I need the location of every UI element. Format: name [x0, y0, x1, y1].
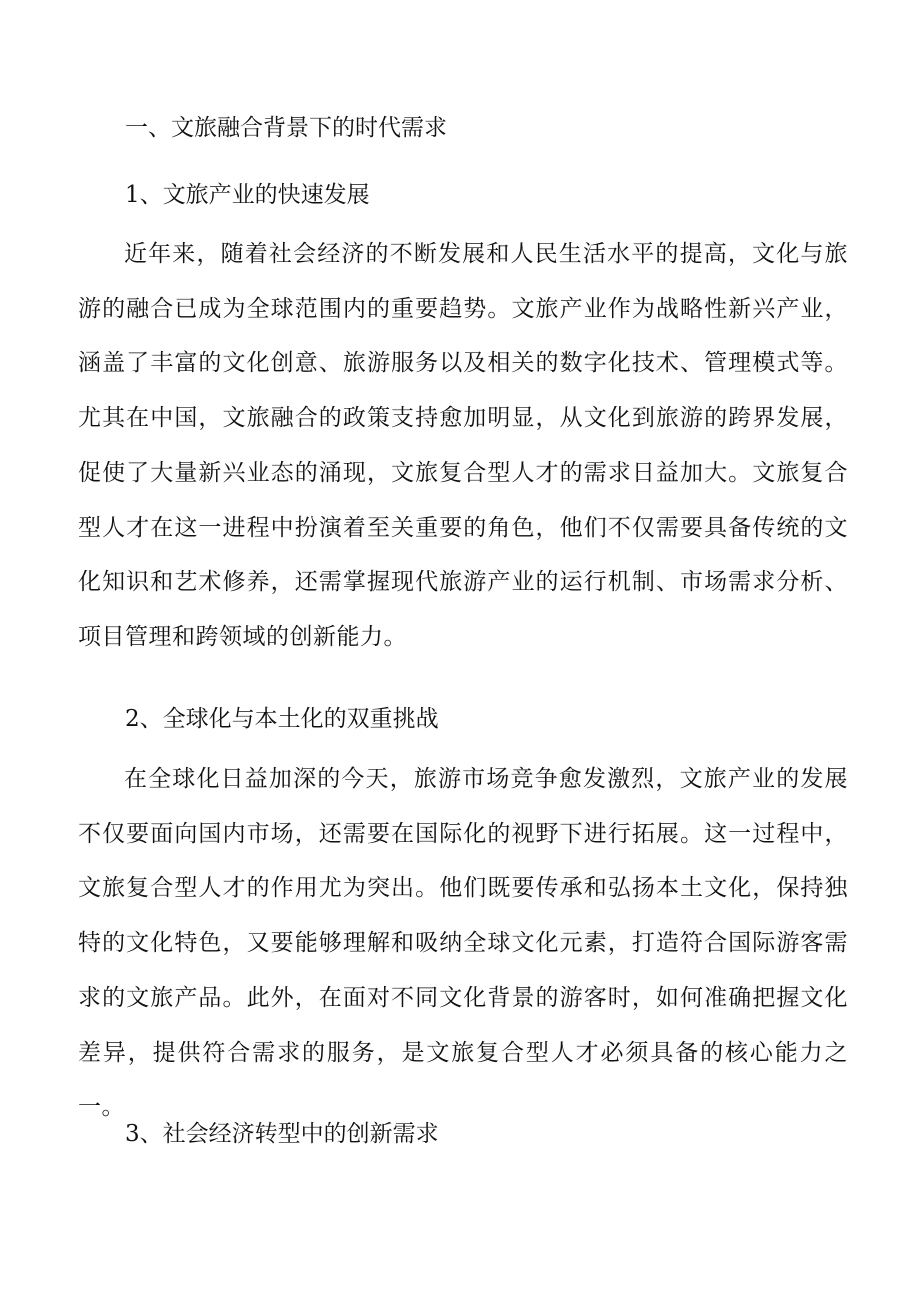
section-heading: 一、文旅融合背景下的时代需求	[125, 115, 447, 141]
subsection-heading-3: 3、社会经济转型中的创新需求	[125, 1121, 439, 1147]
subsection-heading-2: 2、全球化与本土化的双重挑战	[125, 706, 439, 732]
paragraph-1: 近年来，随着社会经济的不断发展和人民生活水平的提高，文化与旅游的融合已成为全球范围内的重要趋势。文旅产业作为战略性新兴产业，涵盖了丰富的文化创意、旅游服务以及相关的数字化技术、管理模式等。尤其在中国，文旅融合的政策支持愈加明显，从文化到旅游的跨界发展，促使了大量新兴业态的涌现，文旅复合型人才的需求日益加大。文旅复合型人才在这一进程中扮演着至关重要的角色，他们不仅需要具备传统的文化知识和艺术修养，还需掌握现代旅游产业的运行机制、市场需求分析、项目管理和跨领域的创新能力。	[78, 241, 848, 650]
paragraph-2: 在全球化日益加深的今天，旅游市场竞争愈发激烈，文旅产业的发展不仅要面向国内市场，还需要在国际化的视野下进行拓展。这一过程中，文旅复合型人才的作用尤为突出。他们既要传承和弘扬本土文化，保持独特的文化特色，又要能够理解和吸纳全球文化元素，打造符合国际游客需求的文旅产品。此外，在面对不同文化背景的游客时，如何准确把握文化差异，提供符合需求的服务，是文旅复合型人才必须具备的核心能力之一。	[78, 766, 848, 1121]
subsection-heading-1: 1、文旅产业的快速发展	[125, 182, 370, 208]
